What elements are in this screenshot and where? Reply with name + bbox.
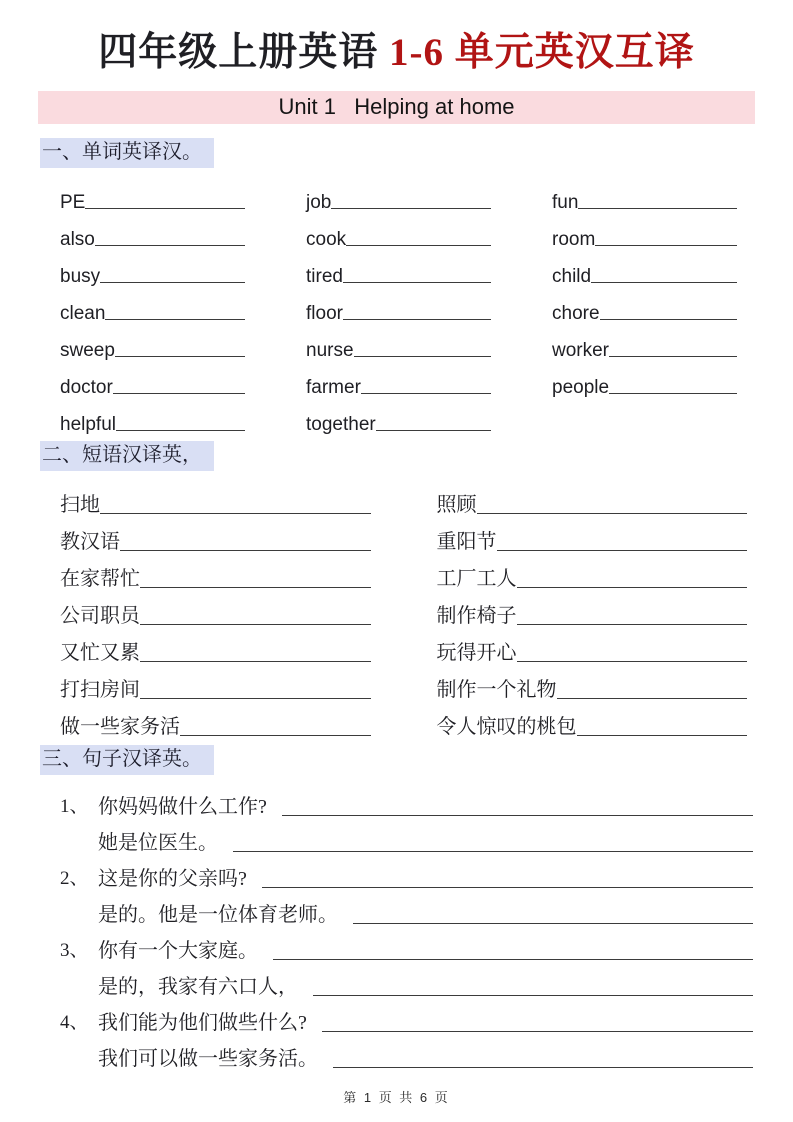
answer-blank	[346, 245, 491, 246]
answer-blank	[609, 356, 737, 357]
phrase-label: 打扫房间	[60, 678, 140, 701]
phrase-row	[437, 666, 748, 703]
word-row	[306, 250, 491, 287]
answer-blank	[233, 851, 753, 852]
answer-blank	[95, 245, 245, 246]
phrase-columns	[0, 471, 793, 740]
sentence-label: 她是位医生。	[98, 831, 218, 854]
sentence-row	[60, 929, 753, 965]
sentence-row	[60, 821, 753, 857]
answer-blank	[517, 661, 748, 662]
word-row	[552, 213, 737, 250]
answer-blank	[354, 356, 491, 357]
answer-blank	[333, 1067, 753, 1068]
phrase-row	[437, 703, 748, 740]
answer-blank	[477, 513, 748, 514]
answer-blank	[100, 282, 245, 283]
word-label: job	[306, 191, 332, 213]
sentence-list	[0, 775, 793, 1073]
word-row	[306, 398, 491, 435]
answer-blank	[115, 356, 245, 357]
page-title	[0, 0, 793, 79]
phrase-row	[60, 703, 371, 740]
answer-blank	[331, 208, 491, 209]
sentence-row	[60, 1001, 753, 1037]
sentence-row	[60, 1037, 753, 1073]
word-row	[60, 176, 245, 213]
answer-blank	[591, 282, 737, 283]
phrase-label: 在家帮忙	[60, 567, 140, 590]
word-label: also	[60, 228, 95, 250]
sentence-number	[60, 998, 98, 1001]
answer-blank	[116, 430, 245, 431]
phrase-label: 扫地	[60, 493, 100, 516]
unit-banner-label: Unit 1 Helping at home	[278, 94, 515, 120]
phrase-label: 重阳节	[436, 530, 497, 553]
sentence-number: 4、	[60, 1011, 89, 1033]
phrase-row	[60, 666, 371, 703]
page-title-black: 四年级上册英语	[98, 31, 389, 74]
word-row	[552, 287, 737, 324]
sentence-number	[60, 926, 98, 929]
phrase-label: 又忙又累	[60, 641, 140, 664]
word-column	[552, 176, 737, 435]
word-row	[306, 324, 491, 361]
phrase-label: 制作一个礼物	[436, 678, 557, 701]
answer-blank	[180, 735, 371, 736]
answer-blank	[557, 698, 748, 699]
answer-blank	[313, 995, 753, 996]
word-label: nurse	[306, 339, 354, 361]
word-row	[306, 213, 491, 250]
sentence-number	[60, 1070, 98, 1073]
word-label: people	[552, 376, 610, 398]
answer-blank	[578, 208, 737, 209]
word-row	[306, 287, 491, 324]
word-label: room	[552, 228, 596, 250]
answer-blank	[322, 1031, 753, 1032]
word-row	[60, 250, 245, 287]
answer-blank	[140, 587, 371, 588]
sentence-label: 这是你的父亲吗?	[98, 867, 247, 890]
sentence-label: 你妈妈做什么工作?	[98, 795, 267, 818]
word-row	[60, 361, 245, 398]
section-phrases-heading: 二、短语汉译英，	[40, 441, 214, 471]
sentence-label: 是的，我家有六口人，	[98, 975, 298, 998]
word-row	[60, 398, 245, 435]
word-label: chore	[552, 302, 600, 324]
sentence-label: 是的。他是一位体育老师。	[98, 903, 338, 926]
word-label: cook	[306, 228, 347, 250]
sentence-number: 3、	[60, 939, 89, 961]
word-label: clean	[60, 302, 106, 324]
answer-blank	[376, 430, 491, 431]
answer-blank	[105, 319, 245, 320]
phrase-label: 公司职员	[60, 604, 140, 627]
sentence-row	[60, 893, 753, 929]
word-column	[60, 176, 245, 435]
page-title-red: 1-6 单元英汉互译	[389, 31, 695, 74]
word-row	[552, 176, 737, 213]
phrase-row	[60, 629, 371, 666]
answer-blank	[85, 208, 245, 209]
sentence-number: 1、	[60, 795, 89, 817]
phrase-row	[437, 518, 748, 555]
answer-blank	[577, 735, 748, 736]
word-label: helpful	[60, 413, 116, 435]
word-label: fun	[552, 191, 579, 213]
answer-blank	[140, 661, 371, 662]
word-label: worker	[552, 339, 610, 361]
word-label: PE	[60, 191, 86, 213]
word-label: together	[306, 413, 376, 435]
phrase-label: 工厂工人	[436, 567, 517, 590]
sentence-label: 我们可以做一些家务活。	[98, 1047, 318, 1070]
word-label: floor	[306, 302, 343, 324]
phrase-column	[60, 481, 371, 740]
sentence-number	[60, 854, 98, 857]
phrase-column	[437, 481, 748, 740]
word-row	[552, 250, 737, 287]
word-label: child	[552, 265, 592, 287]
phrase-row	[437, 555, 748, 592]
answer-blank	[343, 319, 491, 320]
word-row	[60, 287, 245, 324]
word-label: busy	[60, 265, 101, 287]
answer-blank	[609, 393, 737, 394]
sentence-row	[60, 965, 753, 1001]
section-words	[0, 138, 793, 168]
unit-banner	[38, 91, 755, 124]
sentence-row	[60, 785, 753, 821]
answer-blank	[100, 513, 371, 514]
answer-blank	[140, 624, 371, 625]
word-row	[306, 176, 491, 213]
section-sentences	[0, 745, 793, 775]
phrase-row	[60, 481, 371, 518]
phrase-row	[60, 592, 371, 629]
answer-blank	[262, 887, 753, 888]
sentence-label: 你有一个大家庭。	[98, 939, 258, 962]
sentence-row	[60, 857, 753, 893]
answer-blank	[600, 319, 737, 320]
answer-blank	[343, 282, 491, 283]
answer-blank	[282, 815, 753, 816]
answer-blank	[595, 245, 737, 246]
phrase-label: 照顾	[436, 493, 477, 516]
word-label: farmer	[306, 376, 361, 398]
word-row	[552, 361, 737, 398]
phrase-label: 做一些家务活	[60, 715, 180, 738]
answer-blank	[273, 959, 753, 960]
answer-blank	[353, 923, 753, 924]
phrase-label: 制作椅子	[436, 604, 517, 627]
answer-blank	[120, 550, 371, 551]
section-words-heading: 一、单词英译汉。	[40, 138, 214, 168]
section-phrases	[0, 441, 793, 471]
answer-blank	[517, 624, 748, 625]
answer-blank	[140, 698, 371, 699]
word-label: tired	[306, 265, 343, 287]
word-row	[552, 324, 737, 361]
word-label: doctor	[60, 376, 113, 398]
answer-blank	[113, 393, 245, 394]
word-column	[306, 176, 491, 435]
page-footer: 第 1 页 共 6 页	[343, 1090, 450, 1105]
answer-blank	[361, 393, 491, 394]
phrase-row	[437, 481, 748, 518]
word-columns	[0, 168, 793, 435]
answer-blank	[517, 587, 748, 588]
answer-blank	[497, 550, 748, 551]
word-row	[60, 213, 245, 250]
section-sentences-heading: 三、句子汉译英。	[40, 745, 214, 775]
phrase-label: 教汉语	[60, 530, 120, 553]
phrase-label: 玩得开心	[436, 641, 517, 664]
sentence-label: 我们能为他们做些什么?	[98, 1011, 307, 1034]
sentence-number: 2、	[60, 867, 89, 889]
phrase-label: 令人惊叹的桃包	[436, 715, 577, 738]
word-row	[60, 324, 245, 361]
phrase-row	[60, 555, 371, 592]
phrase-row	[437, 592, 748, 629]
phrase-row	[60, 518, 371, 555]
phrase-row	[437, 629, 748, 666]
word-row	[306, 361, 491, 398]
word-label: sweep	[60, 339, 115, 361]
